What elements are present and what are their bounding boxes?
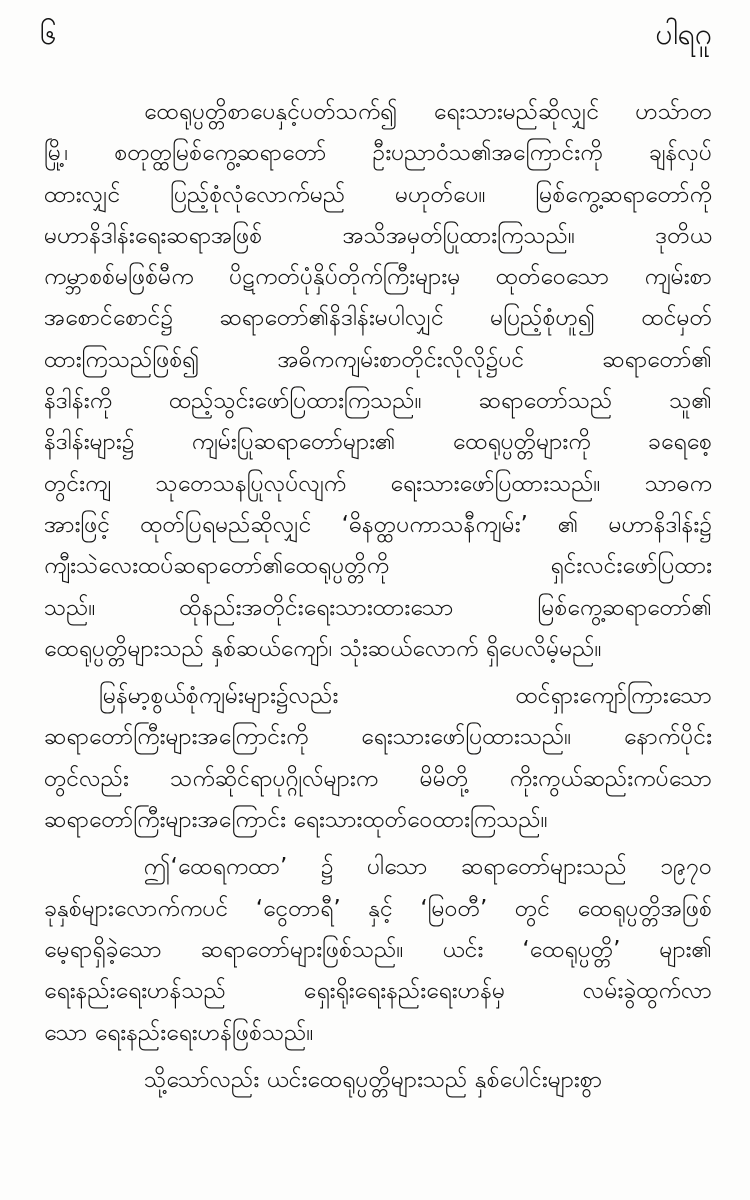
text-line: အစောင်စောင်၌ ဆရာတော်၏နိဒါန်းမပါလျှင် မပြည့်စုံဟူ၍ ထင်မှတ် — [44, 305, 712, 332]
text-line: ထားကြသည်ဖြစ်၍ အဓိကကျမ်းစာတိုင်းလိုလို၌ပင် ဆရာတော်၏ — [44, 346, 712, 373]
page-header — [0, 0, 750, 80]
text-line: ထေရုပ္ပတ္တိစာပေနှင့်ပတ်သက်၍ ရေးသားမည်ဆိုလျှင် ဟသ်ာတ — [144, 99, 712, 125]
text-line: အားဖြင့် ထုတ်ပြရမည်ဆိုလျှင် ‘ဓိနတ္ထပကာသနီကျမ်း’ ၏ မဟာနိဒါန်း၌ — [44, 511, 712, 538]
paragraph-4 — [44, 1060, 712, 1101]
text-line: တွင်းကျ သုတေသနပြုလုပ်လျက် ရေးသားဖော်ပြထားသည်။ သာဓက — [44, 470, 712, 497]
text-line: ထားလျှင် ပြည့်စုံလုံလောက်မည် မဟုတ်ပေ။ မြစ်ကွေ့ဆရာတော်ကို — [44, 181, 712, 208]
text-line: မေ့ရာရှိခဲ့သော ဆရာတော်များဖြစ်သည်။ ယင်း ‘ထေရုပ္ပတ္တိ’ များ၏ — [44, 936, 712, 963]
text-line: သို့သော်လည်း ယင်းထေရုပ္ပတ္တိများသည် နှစ်ပေါင်းများစွာ — [144, 1066, 603, 1093]
text-line: သော ရေးနည်းရေးဟန်ဖြစ်သည်။ — [44, 1019, 314, 1046]
text-line: ဤ‘ထေရကထာ’ ၌ ပါသော ဆရာတော်များသည် ၁၉၇၀ — [144, 854, 712, 881]
text-line: ရေးနည်းရေးဟန်သည် ရှေးရိုးရေးနည်းရေးဟန်မှ လမ်းခွဲထွက်လာ — [44, 978, 712, 1005]
text-line: နိဒါန်းကို ထည့်သွင်းဖော်ပြထားကြသည်။ ဆရာတော်သည် သူ၏ — [44, 388, 712, 415]
text-line: ဆရာတော်ကြီးများအကြောင်း ရေးသားထုတ်ဝေထားကြသည်။ — [44, 807, 548, 834]
text-line: သည်။ ထိုနည်းအတိုင်းရေးသားထားသော မြစ်ကွေ့ဆရာတော်၏ — [44, 594, 712, 621]
body-text — [44, 92, 712, 1101]
paragraph-1 — [44, 92, 712, 670]
paragraph-2 — [44, 676, 712, 841]
text-line: နိဒါန်းများ၌ ကျမ်းပြုဆရာတော်များ၏ ထေရုပ္ပတ္တိများကို ခရေစေ့ — [44, 429, 712, 456]
running-head: ပါရဂူ — [655, 17, 712, 52]
text-line: ဆရာတော်ကြီးများအကြောင်းကို ရေးသားဖော်ပြထားသည်။ နောက်ပိုင်း — [44, 724, 712, 751]
text-line: ကမ္ဘာစစ်မဖြစ်မီက ပိဋကတ်ပုံနှိပ်တိုက်ကြီးများမှ ထုတ်ဝေသော ကျမ်းစာ — [44, 264, 712, 291]
page-number: ၆ — [40, 17, 57, 52]
text-line: ထေရုပ္ပတ္တိများသည် နှစ်ဆယ်ကျော်၊ သုံးဆယ်လောက် ရှိပေလိမ့်မည်။ — [44, 635, 602, 662]
text-line: မဟာနိဒါန်းရေးဆရာအဖြစ် အသိအမှတ်ပြုထားကြသည်။ ဒုတိယ — [44, 222, 712, 249]
text-line: တွင်လည်း သက်ဆိုင်ရာပုဂ္ဂိုလ်များက မိမိတို့ ကိုးကွယ်ဆည်းကပ်သော — [44, 765, 712, 792]
text-line: ကျီးသဲလေးထပ်ဆရာတော်၏ထေရုပ္ပတ္တိကို ရှင်းလင်းဖော်ပြထား — [44, 553, 712, 580]
text-line: မြို့၊ စတုတ္ထမြစ်ကွေ့ဆရာတော် ဦးပညာဝံသ၏အကြောင်းကို ချန်လှပ် — [44, 140, 712, 167]
paragraph-3 — [44, 847, 712, 1053]
text-line: ခုနှစ်များလောက်ကပင် ‘ငွေတာရီ’ နှင့် ‘မြဝတီ’ တွင် ထေရုပ္ပတ္တိအဖြစ် — [44, 895, 712, 922]
text-line: မြန်မာ့စွယ်စုံကျမ်းများ၌လည်း ထင်ရှားကျော်ကြားသော — [99, 683, 712, 710]
